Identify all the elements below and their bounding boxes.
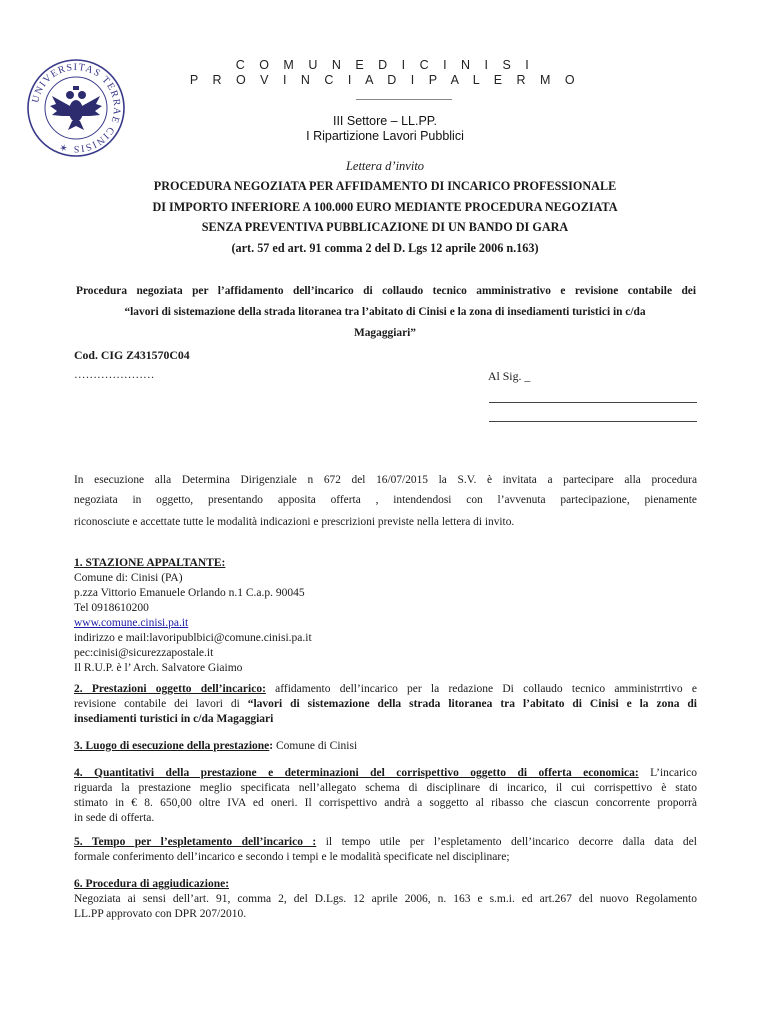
title-line-4: (art. 57 ed art. 91 comma 2 del D. Lgs 12 aprile 2006 n.163) (231, 241, 539, 255)
section-prestazioni (74, 682, 697, 727)
section-procedura (74, 877, 697, 922)
s4-line-2: riguarda la prestazione meglio specificata nell’allegato schema di disciplinare di incarico, il cui corrispettivo è stato (74, 781, 697, 794)
s2-line-2b: “lavori di sistemazione della strada litoranea tra l’abitato di Cinisi e la zona di (247, 697, 697, 710)
s2-line-2a: revisione contabile dei lavori di (74, 697, 248, 710)
intro-line-1: In esecuzione alla Determina Dirigenziale n 672 del 16/07/2015 la S.V. è invitata a partecipare alla procedura (74, 474, 697, 486)
subject-line-1: Procedura negoziata per l’affidamento dell’incarico di collaudo tecnico amministrativo e revisione contabile dei (76, 285, 696, 297)
section-tempo (74, 835, 697, 865)
comune-seal-logo (26, 58, 126, 158)
section-stazione-appaltante (74, 556, 697, 676)
s2-line-1: affidamento dell’incarico per la redazione Di collaudo tecnico amministrrtivo e (265, 683, 697, 695)
s4-line-3: stimato in € 8. 650,00 oltre IVA ed oneri. Il corrispettivo andrà a soggetto al ribasso che ciascun concorrente proporrà (74, 796, 697, 809)
s4-line-1: L’incarico (638, 767, 697, 779)
section-1-title: 1. STAZIONE APPALTANTE: (74, 557, 226, 569)
s6-line-2: LL.PP approvato con DPR 207/2010. (74, 907, 247, 920)
s4-line-4: in sede di offerta. (74, 811, 155, 824)
recipient-blank-line-2 (489, 421, 697, 422)
section-6-title: 6. Procedura di aggiudicazione: (74, 878, 230, 890)
recipient-label: Al Sig. _ (488, 369, 531, 383)
title-line-2: DI IMPORTO INFERIORE A 100.000 EURO MEDIANTE PROCEDURA NEGOZIATA (152, 200, 618, 214)
subject-line-3: Magaggiari” (353, 327, 416, 339)
recipient-blank-line-1 (489, 402, 697, 403)
title-line-1: PROCEDURA NEGOZIATA PER AFFIDAMENTO DI INCARICO PROFESSIONALE (153, 179, 617, 193)
intro-line-3: riconosciute e accettate tutte le modalità indicazioni e prescrizioni previste nella lettera di invito. (74, 516, 515, 528)
s1-address: p.zza Vittorio Emanuele Orlando n.1 C.a.p. 90045 (74, 586, 305, 599)
s6-line-1: Negoziata ai sensi dell’art. 91, comma 2, del D.Lgs. 12 aprile 2006, n. 163 e s.m.i. ed art.267 del nuovo Regolamento (74, 892, 697, 905)
s1-comune: Comune di: Cinisi (PA) (74, 571, 183, 584)
section-4-title: 4. Quantitativi della prestazione e determinazioni del corrispettivo oggetto di offerta economica: (74, 767, 639, 779)
section-5-title: 5. Tempo per l’espletamento dell’incarico : (74, 836, 317, 848)
s1-website-link[interactable]: www.comune.cinisi.pa.it (74, 616, 189, 629)
s1-phone: Tel 0918610200 (74, 601, 149, 614)
subject-line-2: “lavori di sistemazione della strada litoranea tra l’abitato di Cinisi e la zona di insediamenti turistici in c/da (124, 306, 646, 318)
provincia-name: P R O V I N C I A D I P A L E R M O (189, 73, 581, 87)
svg-text:UNIVERSITAS TERRAE CINISIS ✶: UNIVERSITAS TERRAE CINISIS ✶ (30, 61, 123, 155)
s1-rup: Il R.U.P. è l’ Arch. Salvatore Giaimo (74, 661, 243, 674)
s5-line-2: formale conferimento dell’incarico e secondo i tempi e le modalità specificate nel disciplinare; (74, 850, 510, 863)
section-quantitativi (74, 766, 697, 826)
header-separator (356, 99, 452, 100)
dots-placeholder: ………………… (74, 369, 155, 381)
section-2-title: 2. Prestazioni oggetto dell’incarico: (74, 683, 266, 695)
title-line-3: SENZA PREVENTIVA PUBBLICAZIONE DI UN BANDO DI GARA (201, 220, 569, 234)
s1-email: indirizzo e mail:lavoripublbici@comune.cinisi.pa.it (74, 631, 312, 644)
s3-colon: : (269, 740, 274, 752)
cig-code: Cod. CIG Z431570C04 (74, 348, 190, 362)
comune-name: C O M U N E D I C I N I S I (235, 58, 535, 72)
s5-line-1: il tempo utile per l’espletamento dell’incarico decorre dalla data del (316, 836, 697, 848)
ripartizione-label: I Ripartizione Lavori Pubblici (306, 129, 464, 143)
intro-line-2: negoziata in oggetto, presentando apposita offerta , intendendosi con l’avvenuta partecipazione, pienamente (74, 494, 697, 506)
section-luogo (74, 739, 697, 754)
letter-type: Lettera d’invito (345, 159, 425, 173)
s1-pec: pec:cinisi@sicurezzapostale.it (74, 646, 214, 659)
section-3-title: 3. Luogo di esecuzione della prestazione (74, 740, 270, 752)
s2-line-3: insediamenti turistici in c/da Magaggiari (74, 712, 274, 725)
settore-label: III Settore – LL.PP. (332, 114, 437, 128)
s3-text: Comune di Cinisi (273, 740, 358, 752)
